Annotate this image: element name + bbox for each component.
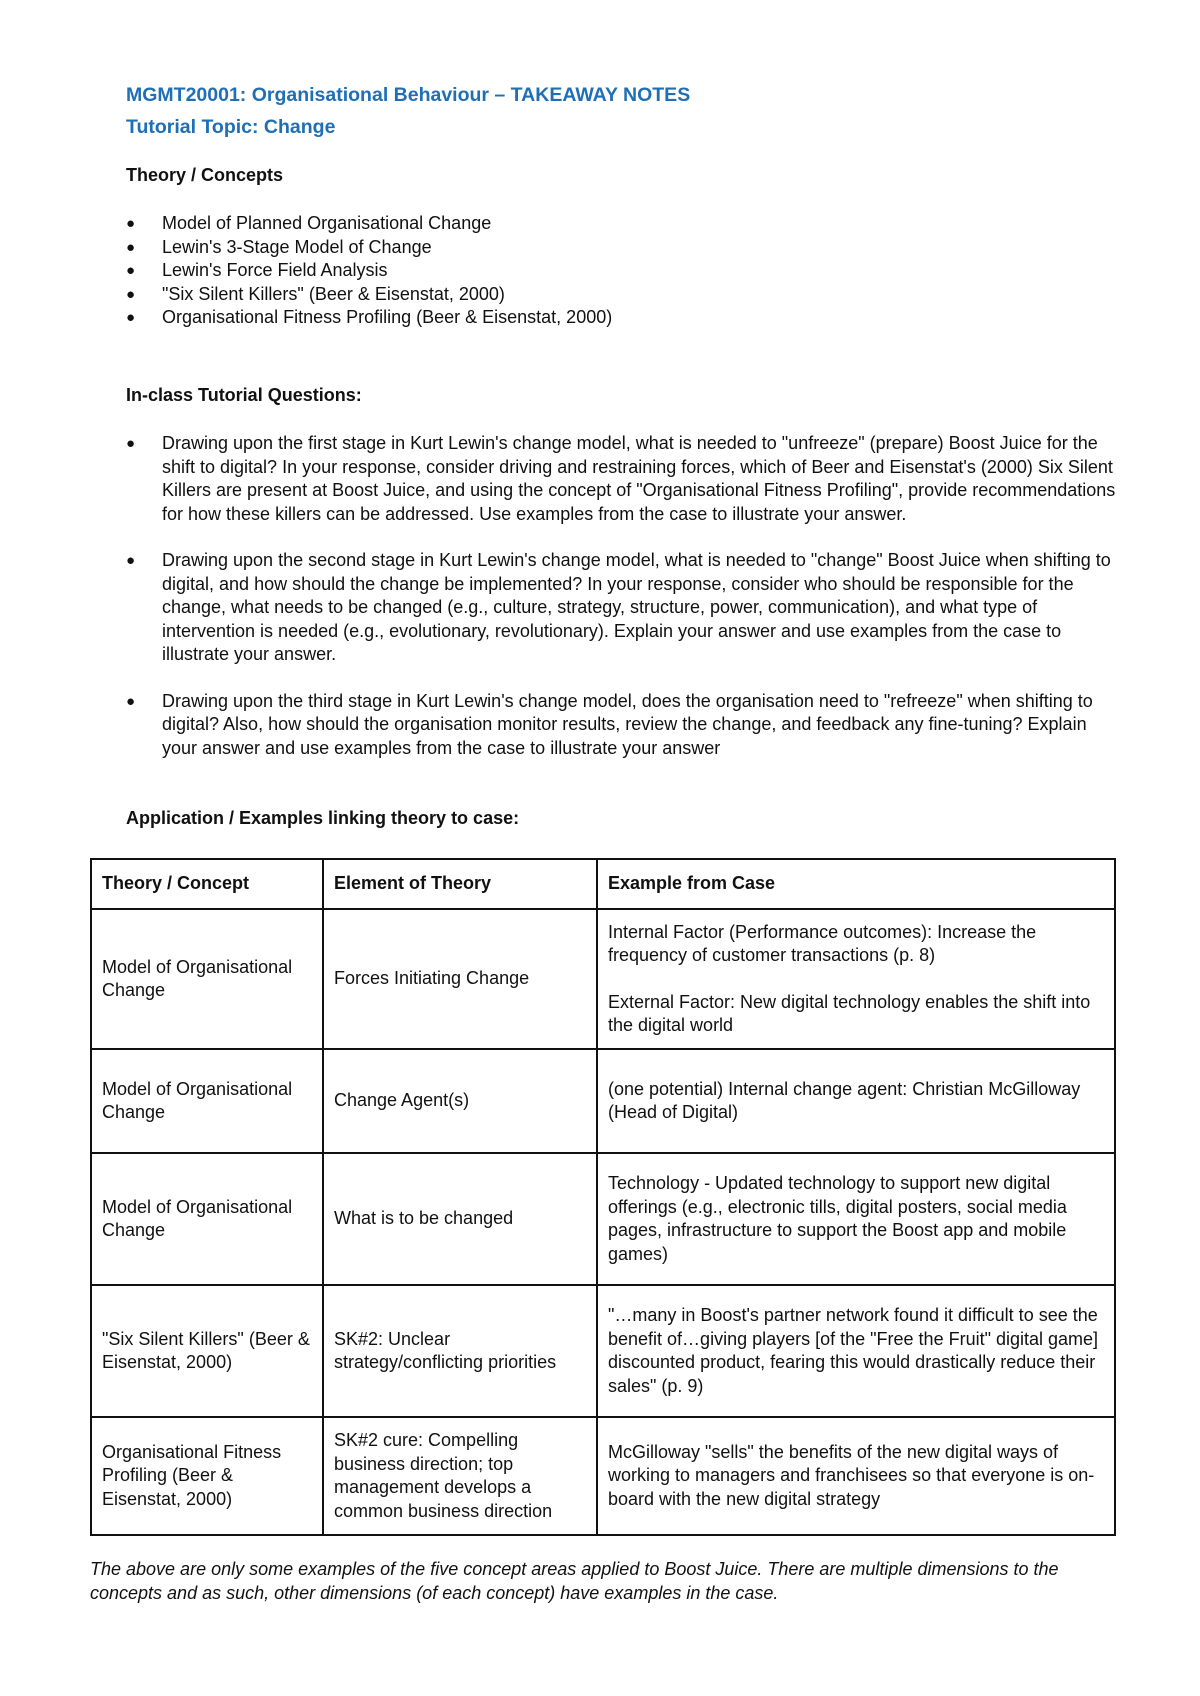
list-item: ● Organisational Fitness Profiling (Beer & Eisenstat, 2000) bbox=[126, 306, 1116, 330]
cell-element: SK#2 cure: Compelling business direction; top management develops a common business direction bbox=[323, 1417, 597, 1535]
bullet-icon: ● bbox=[126, 309, 136, 326]
bullet-icon: ● bbox=[126, 552, 136, 569]
tutorial-questions-heading: In-class Tutorial Questions: bbox=[126, 385, 362, 405]
theory-case-table bbox=[90, 858, 1116, 1536]
bullet-icon: ● bbox=[126, 435, 136, 452]
list-item: ● Drawing upon the third stage in Kurt Lewin's change model, does the organisation need to "refreeze" when shifting to digital? Also, how should the organisation monitor results, review the change, and feedback any fine-tuning? Explain your answer and use examples from the case to illustrate your answer bbox=[126, 690, 1093, 758]
cell-element: Change Agent(s) bbox=[323, 1049, 597, 1153]
bullet-icon: ● bbox=[126, 262, 136, 279]
list-item: ● Model of Planned Organisational Change bbox=[126, 212, 1116, 236]
list-item: ● Drawing upon the first stage in Kurt Lewin's change model, what is needed to "unfreeze" (prepare) Boost Juice for the shift to digital? In your response, consider driving and restraining forces, which of Beer and Eisenstat's (2000) Six Silent Killers are present at Boost Juice, and using the concept of "Organisational Fitness Profiling", provide recommendations for how these killers can be addressed. Use examples from the case to illustrate your answer. bbox=[126, 433, 1116, 524]
list-item: ● "Six Silent Killers" (Beer & Eisenstat, 2000) bbox=[126, 283, 1116, 307]
cell-concept: Model of Organisational Change bbox=[91, 909, 323, 1049]
bullet-icon: ● bbox=[126, 692, 136, 710]
cell-example: Technology - Updated technology to support new digital offerings (e.g., electronic tills, digital posters, social media pages, infrastructure to support the Boost app and mobile games) bbox=[597, 1153, 1115, 1285]
table-row bbox=[91, 1049, 1115, 1153]
theory-concepts-list bbox=[126, 212, 1116, 330]
table-row bbox=[91, 909, 1115, 1049]
cell-concept: "Six Silent Killers" (Beer & Eisenstat, 2000) bbox=[91, 1285, 323, 1417]
list-item: ● Drawing upon the second stage in Kurt Lewin's change model, what is needed to "change" Boost Juice when shifting to digital, and how should the change be implemented? In your response, consider who should be responsible for the change, what needs to be changed (e.g., culture, strategy, structure, power, communication), and what type of intervention is needed (e.g., evolutionary, revolutionary). Explain your answer and use examples from the case to illustrate your answer. bbox=[126, 550, 1111, 664]
bullet-icon: ● bbox=[126, 238, 136, 256]
list-item: ● Lewin's 3-Stage Model of Change bbox=[126, 236, 1116, 260]
cell-example: "…many in Boost's partner network found it difficult to see the benefit of…giving players [of the "Free the Fruit" digital game] discounted product, fearing this would drastically reduce their sales" (p. 9) bbox=[597, 1285, 1115, 1417]
table-row bbox=[91, 1417, 1115, 1535]
table-row bbox=[91, 1153, 1115, 1285]
cell-element: Forces Initiating Change bbox=[323, 909, 597, 1049]
footnote: The above are only some examples of the five concept areas applied to Boost Juice. There are multiple dimensions to the concepts and as such, other dimensions (of each concept) have examples in the case. bbox=[90, 1559, 1059, 1603]
document-title: MGMT20001: Organisational Behaviour – TAKEAWAY NOTES bbox=[126, 84, 691, 106]
tutorial-topic: Tutorial Topic: Change bbox=[126, 116, 336, 138]
cell-example: (one potential) Internal change agent: Christian McGilloway (Head of Digital) bbox=[597, 1049, 1115, 1153]
column-header-element: Element of Theory bbox=[323, 859, 597, 909]
bullet-icon: ● bbox=[126, 215, 136, 232]
theory-concepts-heading: Theory / Concepts bbox=[126, 165, 284, 185]
cell-example: Internal Factor (Performance outcomes): Increase the frequency of customer transactions (p. 8) External Factor: New digital technology enables the shift into the digital world bbox=[597, 909, 1115, 1049]
cell-concept: Model of Organisational Change bbox=[91, 1153, 323, 1285]
application-heading: Application / Examples linking theory to case: bbox=[126, 808, 520, 828]
cell-example: McGilloway "sells" the benefits of the new digital ways of working to managers and franchisees so that everyone is on-board with the new digital strategy bbox=[597, 1417, 1115, 1535]
cell-element: SK#2: Unclear strategy/conflicting priorities bbox=[323, 1285, 597, 1417]
bullet-icon: ● bbox=[126, 285, 136, 303]
table-row bbox=[91, 1285, 1115, 1417]
list-item: ● Lewin's Force Field Analysis bbox=[126, 259, 1116, 283]
table-header-row bbox=[91, 859, 1115, 909]
cell-concept: Model of Organisational Change bbox=[91, 1049, 323, 1153]
column-header-example: Example from Case bbox=[597, 859, 1115, 909]
column-header-concept: Theory / Concept bbox=[91, 859, 323, 909]
cell-concept: Organisational Fitness Profiling (Beer & Eisenstat, 2000) bbox=[91, 1417, 323, 1535]
tutorial-questions-list bbox=[126, 432, 1116, 783]
cell-element: What is to be changed bbox=[323, 1153, 597, 1285]
